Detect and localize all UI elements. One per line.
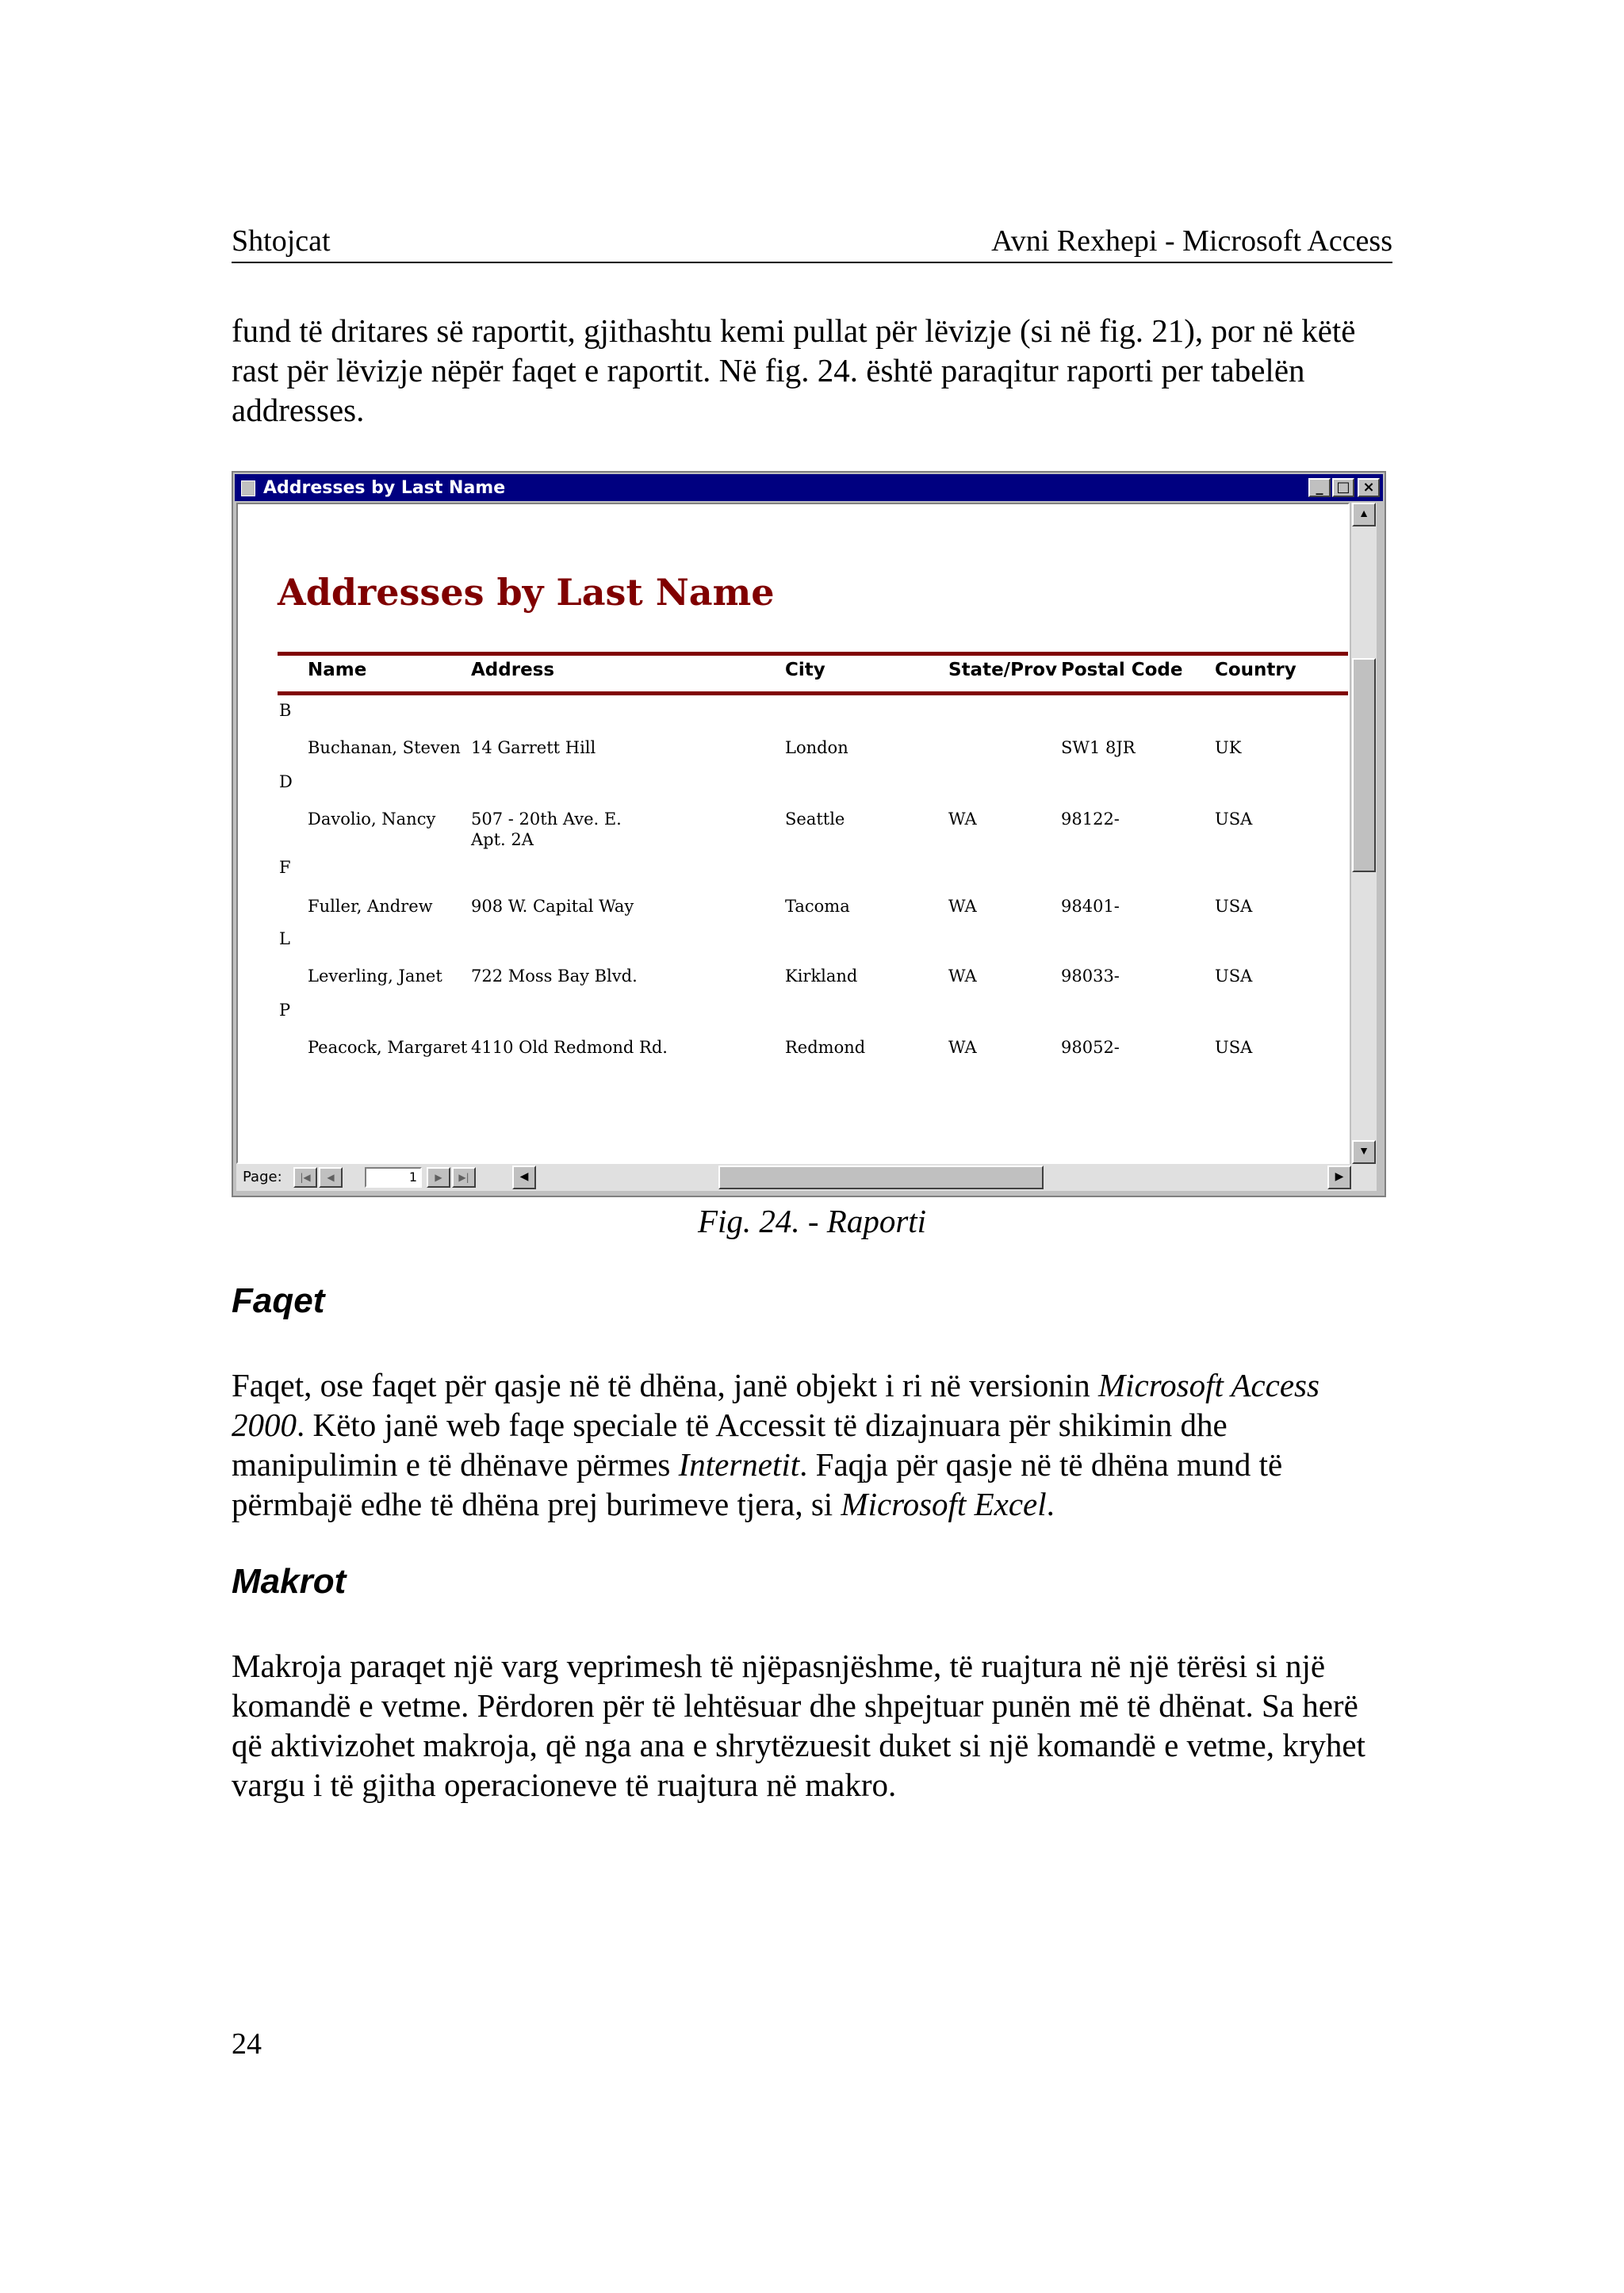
cell-country: USA: [1215, 967, 1253, 986]
next-page-icon[interactable]: ▶: [427, 1167, 450, 1188]
col-city: City: [785, 660, 825, 680]
cell-country: UK: [1215, 738, 1242, 757]
section-heading-faqet: Faqet: [232, 1281, 325, 1320]
report-canvas[interactable]: [236, 503, 1350, 1164]
col-postal: Postal Code: [1061, 660, 1183, 680]
cell-city: Kirkland: [785, 967, 858, 986]
faqet-italic-2: Internetit: [678, 1446, 800, 1483]
header-rule-top: [278, 652, 1350, 656]
close-button[interactable]: ×: [1358, 478, 1380, 497]
cell-state: WA: [948, 897, 977, 916]
window-title: Addresses by Last Name: [263, 478, 506, 498]
cell-city: London: [785, 738, 848, 757]
report-title: Addresses by Last Name: [278, 571, 775, 614]
cell-postal: 98401-: [1061, 897, 1120, 916]
cell-name: Davolio, Nancy: [308, 810, 436, 829]
cell-name: Buchanan, Steven: [308, 738, 461, 757]
cell-city: Seattle: [785, 810, 845, 829]
col-address: Address: [471, 660, 555, 680]
cell-address: 908 W. Capital Way: [471, 897, 634, 916]
cell-postal: 98033-: [1061, 967, 1120, 986]
group-letter: L: [279, 929, 290, 948]
report-window[interactable]: [232, 471, 1386, 1197]
header-rule: [232, 262, 1392, 263]
group-letter: D: [279, 772, 293, 791]
last-page-icon[interactable]: ▶|: [452, 1167, 476, 1188]
header-left: Shtojcat: [232, 224, 331, 258]
group-letter: B: [279, 701, 292, 720]
cell-city: Redmond: [785, 1038, 866, 1057]
page-number: 24: [232, 2027, 262, 2061]
col-name: Name: [308, 660, 367, 680]
faqet-text-1: Faqet, ose faqet për qasje në të dhëna, janë objekt i ri në versionin: [232, 1367, 1098, 1403]
section-heading-makrot: Makrot: [232, 1562, 347, 1601]
faqet-text-4: .: [1046, 1486, 1055, 1522]
scroll-left-arrow-icon[interactable]: ◀: [512, 1166, 536, 1189]
page-number-input[interactable]: 1: [365, 1167, 422, 1188]
cell-city: Tacoma: [785, 897, 850, 916]
report-icon: [241, 480, 255, 496]
cell-name: Leverling, Janet: [308, 967, 442, 986]
window-titlebar[interactable]: [235, 474, 1383, 501]
scroll-right-arrow-icon[interactable]: ▶: [1327, 1166, 1351, 1189]
horizontal-scroll-thumb[interactable]: [718, 1166, 1044, 1189]
cell-address-line2: Apt. 2A: [471, 830, 534, 849]
cell-state: WA: [948, 810, 977, 829]
cell-address: 4110 Old Redmond Rd.: [471, 1038, 668, 1057]
scroll-down-arrow-icon[interactable]: ▼: [1352, 1140, 1376, 1164]
faqet-italic-1: Microsoft Access 2000: [232, 1367, 1320, 1443]
page-label: Page:: [243, 1169, 282, 1185]
header-right: Avni Rexhepi - Microsoft Access: [991, 224, 1392, 258]
vertical-scrollbar[interactable]: [1351, 503, 1377, 1164]
cell-address: 507 - 20th Ave. E.: [471, 810, 622, 829]
cell-postal: 98052-: [1061, 1038, 1120, 1057]
group-letter: P: [279, 1001, 291, 1020]
vertical-scroll-thumb[interactable]: [1352, 658, 1376, 872]
col-state: State/Prov: [948, 660, 1058, 680]
header-rule-bottom: [278, 691, 1350, 695]
col-country: Country: [1215, 660, 1297, 680]
cell-name: Fuller, Andrew: [308, 897, 433, 916]
makrot-paragraph: Makroja paraqet një varg veprimesh të njëpasnjëshme, të ruajtura në një tërësi si një komandë e vetme. Përdoren për të lehtësuar dhe shpejtuar punën më të dhënat. Sa herë që aktivizohet makroja, që nga ana e shrytëzuesit duket si një komandë e vetme, kryhet vargu i të gjitha operacioneve të ruajtura në makro.: [232, 1648, 1365, 1803]
cell-address: 14 Garrett Hill: [471, 738, 596, 757]
previous-page-icon[interactable]: ◀: [319, 1167, 343, 1188]
cell-state: WA: [948, 967, 977, 986]
maximize-button[interactable]: □: [1332, 478, 1354, 497]
faqet-italic-3: Microsoft Excel: [841, 1486, 1047, 1522]
intro-paragraph: fund të dritares së raportit, gjithashtu kemi pullat për lëvizje (si në fig. 21), por në këtë rast për lëvizje nëpër faqet e raportit. Në fig. 24. është paraqitur raporti per tabelën addresses.: [232, 312, 1356, 428]
scroll-up-arrow-icon[interactable]: ▲: [1352, 503, 1376, 526]
faqet-text-2: . Këto janë web faqe speciale të Accessit të dizajnuara për shikimin dhe manipulimin e të dhënave përmes: [232, 1407, 1228, 1483]
cell-country: USA: [1215, 1038, 1253, 1057]
faqet-text-3: . Faqja për qasje në të dhëna mund të përmbajë edhe të dhëna prej burimeve tjera, si: [232, 1446, 1283, 1522]
group-letter: F: [279, 858, 291, 877]
cell-postal: SW1 8JR: [1061, 738, 1136, 757]
figure-caption: Fig. 24. - Raporti: [697, 1203, 927, 1239]
minimize-button[interactable]: _: [1308, 478, 1331, 497]
cell-country: USA: [1215, 897, 1253, 916]
cell-state: WA: [948, 1038, 977, 1057]
cell-name: Peacock, Margaret: [308, 1038, 468, 1057]
faqet-paragraph: [232, 1365, 1392, 1524]
cell-country: USA: [1215, 810, 1253, 829]
first-page-icon[interactable]: |◀: [293, 1167, 317, 1188]
cell-address: 722 Moss Bay Blvd.: [471, 967, 638, 986]
cell-postal: 98122-: [1061, 810, 1120, 829]
